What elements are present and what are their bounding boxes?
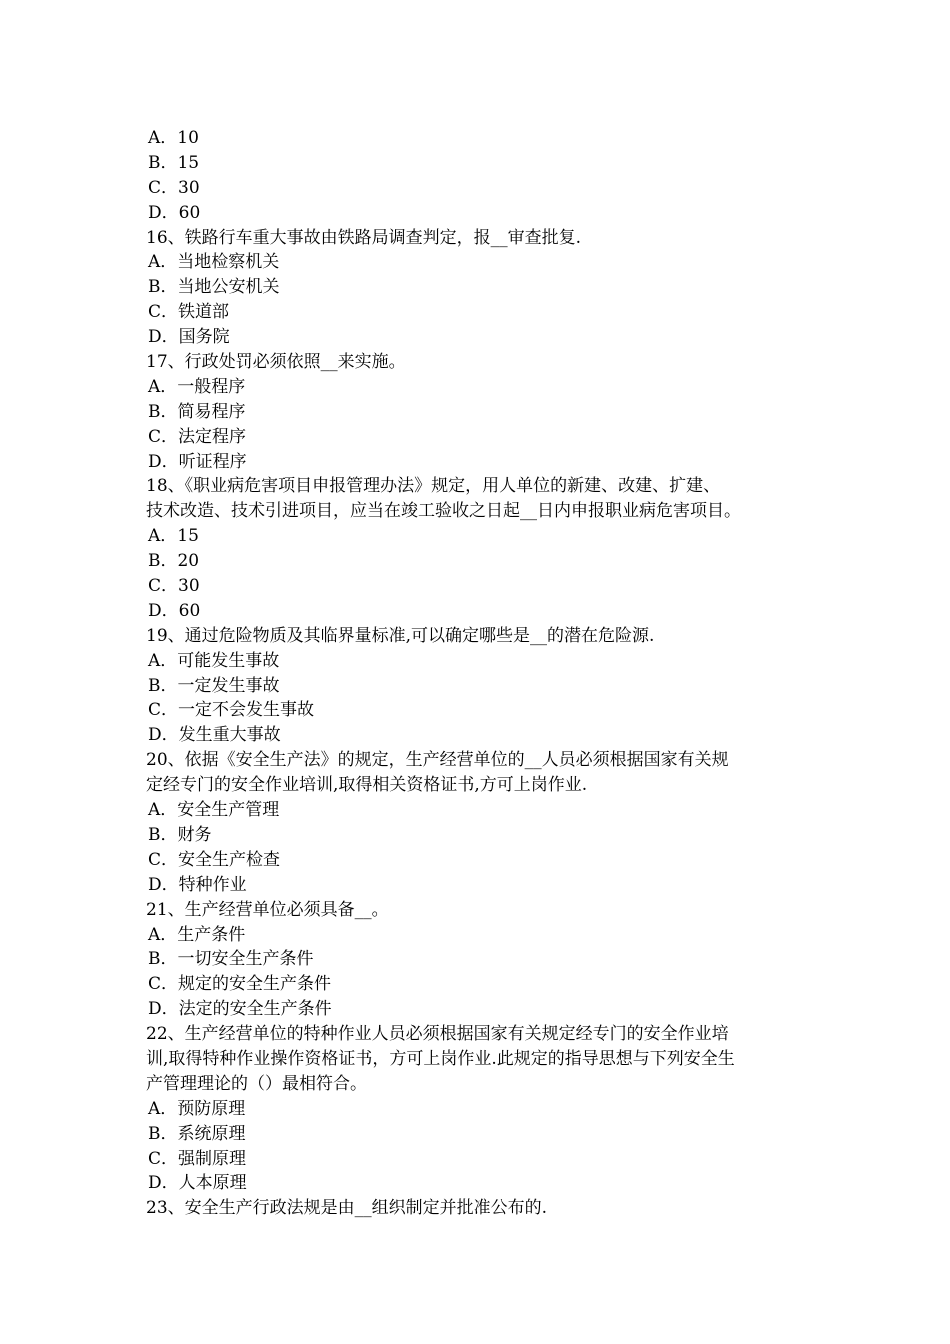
option-line: B．当地公安机关 [148,277,280,298]
question-line: 定经专门的安全作业培训,取得相关资格证书,方可上岗作业. [146,775,588,796]
question-line: 22、生产经营单位的特种作业人员必须根据国家有关规定经专门的安全作业培 [146,1024,729,1045]
option-line: B．简易程序 [148,401,246,422]
option-line: C．铁道部 [148,302,230,323]
option-line: B．20 [148,551,200,572]
question-line: 21、生产经营单位必须具备__。 [146,899,389,920]
option-line: D．60 [148,600,201,621]
option-line: D．60 [148,202,201,223]
option-line: C．安全生产检查 [148,849,281,870]
option-line: B．系统原理 [148,1123,246,1144]
option-line: A．预防原理 [148,1098,246,1119]
question-line: 16、铁路行车重大事故由铁路局调查判定，报__审查批复. [146,227,582,248]
option-line: D．发生重大事故 [148,725,281,746]
option-line: D．人本原理 [148,1173,247,1194]
option-line: A．安全生产管理 [148,800,280,821]
document-page [146,126,816,1221]
question-line: 23、安全生产行政法规是由__组织制定并批准公布的. [146,1198,548,1219]
question-line: 19、通过危险物质及其临界量标准,可以确定哪些是__的潜在危险源. [146,625,655,646]
option-line: D．听证程序 [148,451,247,472]
option-line: C．一定不会发生事故 [148,700,315,721]
option-line: B．财务 [148,824,212,845]
option-line: C．30 [148,576,200,597]
question-line: 20、依据《安全生产法》的规定，生产经营单位的__人员必须根据国家有关规 [146,750,729,771]
option-line: A．生产条件 [148,924,246,945]
question-line: 18、《职业病危害项目申报管理办法》规定，用人单位的新建、改建、扩建、 [146,476,721,497]
option-line: B．15 [148,152,200,173]
option-line: C．法定程序 [148,426,247,447]
question-line: 技术改造、技术引进项目，应当在竣工验收之日起__日内申报职业病危害项目。 [146,501,741,522]
option-line: C．规定的安全生产条件 [148,974,332,995]
option-line: D．国务院 [148,327,230,348]
option-line: D．特种作业 [148,874,247,895]
question-line: 产管理理论的（）最相符合。 [146,1073,367,1094]
option-line: D．法定的安全生产条件 [148,999,332,1020]
option-line: B．一切安全生产条件 [148,949,314,970]
option-line: C．强制原理 [148,1148,247,1169]
option-line: A．当地检察机关 [148,252,280,273]
option-line: A．一般程序 [148,376,246,397]
option-line: A．10 [148,128,199,148]
option-line: A．可能发生事故 [148,650,280,671]
option-line: C．30 [148,177,200,198]
option-line: A．15 [148,526,199,547]
option-line: B．一定发生事故 [148,675,280,696]
question-line: 17、行政处罚必须依照__来实施。 [146,352,406,373]
question-line: 训,取得特种作业操作资格证书，方可上岗作业.此规定的指导思想与下列安全生 [146,1048,735,1069]
